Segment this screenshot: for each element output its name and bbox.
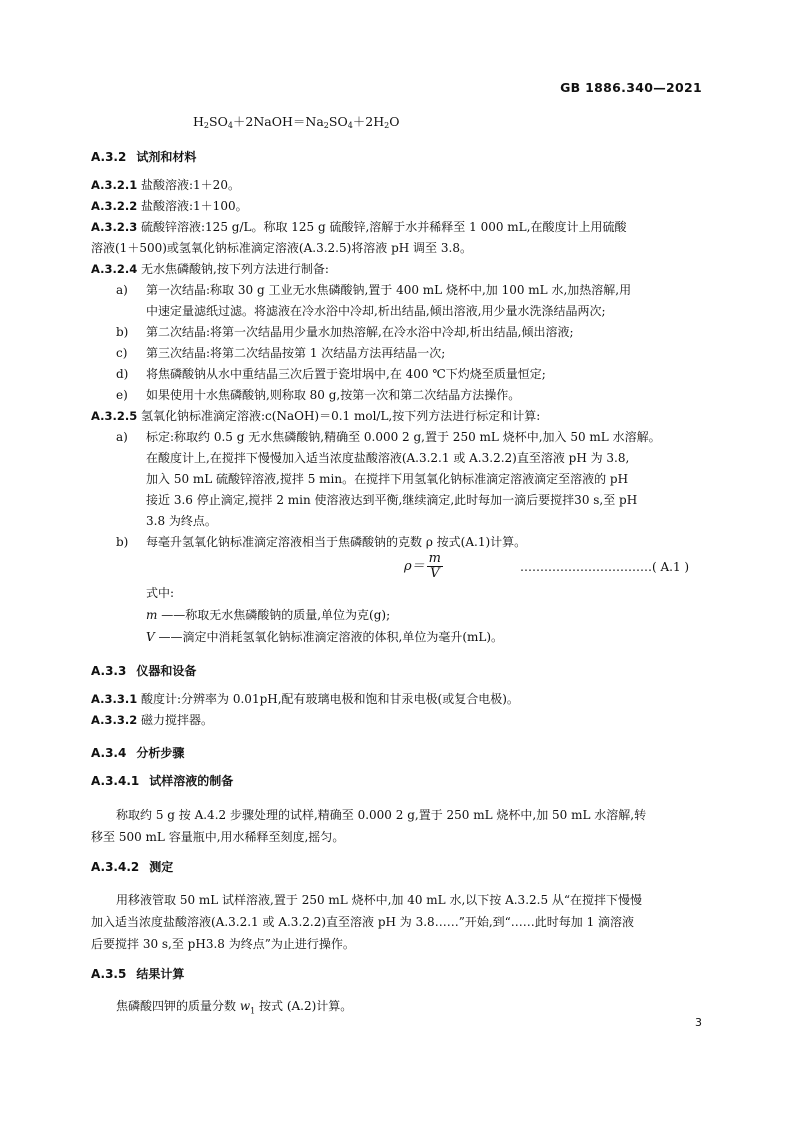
list-item: c) 第三次结晶:将第二次结晶按第 1 次结晶方法再结晶一次; [116,346,446,360]
subsection-heading: A.3.4.1 试样溶液的制备 [91,774,234,788]
list-item: a) 第一次结晶:称取 30 g 工业无水焦磷酸钠,置于 400 mL 烧杯中,加 100 mL 水,加热溶解,用 [116,283,632,297]
list-item-cont: 在酸度计上,在搅拌下慢慢加入适当浓度盐酸溶液(A.3.2.1 或 A.3.2.2)直至溶液 pH 为 3.8, [146,451,630,465]
list-item-cont: 中速定量滤纸过滤。将滤液在冷水浴中冷却,析出结晶,倾出溶液,用少量水洗涤结晶两次; [146,304,606,318]
list-item: d) 将焦磷酸钠从水中重结晶三次后置于瓷坩埚中,在 400 ℃下灼烧至质量恒定; [116,367,546,381]
reaction-equation: $H_2SO_4+2NaOH=Na_2SO_4+2H_2O$ [193,114,400,130]
list-item-cont: 加入 50 mL 硫酸锌溶液,搅拌 5 min。在搅拌下用氢氧化钠标准滴定溶液滴定至溶液的 pH [146,472,629,486]
clause-a323: A.3.2.3 硫酸锌溶液:125 g/L。称取 125 g 硫酸锌,溶解于水并稀释至 1 000 mL,在酸度计上用硫酸 [91,220,627,234]
clause-a331: A.3.3.1 酸度计:分辨率为 0.01pH,配有玻璃电极和饱和甘汞电极(或复合电极)。 [91,692,519,706]
where-m: m ——称取无水焦磷酸钠的质量,单位为克(g); [146,608,391,622]
clause-a321: A.3.2.1 盐酸溶液:1＋20。 [91,178,240,192]
paragraph: 用移液管取 50 mL 试样溶液,置于 250 mL 烧杯中,加 40 mL 水,以下按 A.3.2.5 从“在搅拌下慢慢 [116,893,643,907]
paragraph: 焦磷酸四钾的质量分数 $w_1$ 按式 (A.2)计算。 [116,999,353,1016]
list-item: e) 如果使用十水焦磷酸钠,则称取 80 g,按第一次和第二次结晶方法操作。 [116,388,521,402]
page-number: 3 [695,1016,702,1029]
clause-a323-cont: 溶液(1＋500)或氢氧化钠标准滴定溶液(A.3.2.5)将溶液 pH 调至 3.8。 [91,241,472,255]
section-heading: A.3.4 分析步骤 [91,746,185,760]
where-label: 式中: [146,586,175,600]
section-heading: A.3.3 仪器和设备 [91,664,197,678]
clause-a324: A.3.2.4 无水焦磷酸钠,按下列方法进行制备: [91,262,329,276]
clause-a325: A.3.2.5 氢氧化钠标准滴定溶液:c(NaOH)＝0.1 mol/L,按下列方法进行标定和计算: [91,409,541,423]
list-item: b) 每毫升氢氧化钠标准滴定溶液相当于焦磷酸钠的克数 ρ 按式(A.1)计算。 [116,535,527,549]
paragraph-cont: 移至 500 mL 容量瓶中,用水稀释至刻度,摇匀。 [91,830,345,844]
section-heading: A.3.2 试剂和材料 [91,150,197,164]
clause-a322: A.3.2.2 盐酸溶液:1＋100。 [91,199,248,213]
section-heading: A.3.5 结果计算 [91,967,185,981]
where-v: V ——滴定中消耗氢氧化钠标准滴定溶液的体积,单位为毫升(mL)。 [146,630,504,644]
paragraph-cont: 加入适当浓度盐酸溶液(A.3.2.1 或 A.3.2.2)直至溶液 pH 为 3.8……”开始,到“……此时每加 1 滴溶液 [91,915,635,929]
list-item: a) 标定:称取约 0.5 g 无水焦磷酸钠,精确至 0.000 2 g,置于 250 mL 烧杯中,加入 50 mL 水溶解。 [116,430,661,444]
list-item-cont: 接近 3.6 停止滴定,搅拌 2 min 使溶液达到平衡,继续滴定,此时每加一滴后要搅拌30 s,至 pH [146,493,638,507]
document-header: GB 1886.340—2021 [560,80,702,95]
list-item-cont: 3.8 为终点。 [146,514,217,528]
subsection-heading: A.3.4.2 测定 [91,860,174,874]
list-item: b) 第二次结晶:将第一次结晶用少量水加热溶解,在冷水浴中冷却,析出结晶,倾出溶液; [116,325,574,339]
formula-number: ……………………………( A.1 ) [520,560,690,574]
clause-a332: A.3.3.2 磁力搅拌器。 [91,713,214,727]
paragraph: 称取约 5 g 按 A.4.2 步骤处理的试样,精确至 0.000 2 g,置于 250 mL 烧杯中,加 50 mL 水溶解,转 [116,808,647,822]
paragraph-cont: 后要搅拌 30 s,至 pH3.8 为终点”为止进行操作。 [91,937,355,951]
formula-a1: ρ＝ $\frac{m}{V}$ [404,551,441,581]
